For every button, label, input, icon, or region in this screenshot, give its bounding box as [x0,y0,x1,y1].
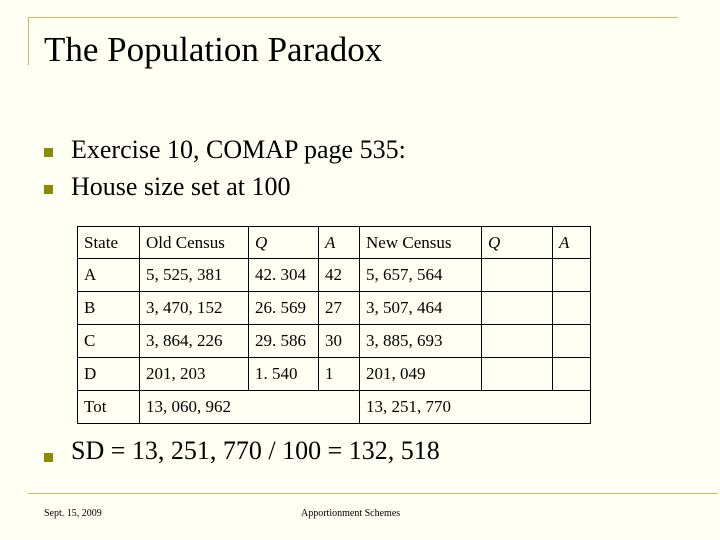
cell-state: B [78,292,140,325]
cell-new-census: 3, 885, 693 [360,325,482,358]
cell-quota: 26. 569 [249,292,319,325]
table-row [78,358,591,391]
header-old-census: Old Census [140,227,249,259]
cell-empty [553,358,591,391]
table-total-row [78,391,591,424]
frame-top-line [28,17,678,18]
cell-total-old-census: 13, 060, 962 [140,391,360,424]
cell-apportionment: 30 [319,325,360,358]
census-table [77,226,591,424]
bullet-text-1: Exercise 10, COMAP page 535: [71,135,406,164]
cell-total-label: Tot [78,391,140,424]
footer-date: Sept. 15, 2009 [44,508,102,519]
cell-apportionment: 27 [319,292,360,325]
cell-old-census: 3, 864, 226 [140,325,249,358]
cell-quota: 42. 304 [249,259,319,292]
cell-empty [553,259,591,292]
table-header-row [78,227,591,259]
frame-left-line [28,17,29,65]
cell-empty [553,292,591,325]
cell-empty [553,325,591,358]
square-bullet-icon [44,453,53,462]
cell-apportionment: 1 [319,358,360,391]
table-row [78,259,591,292]
cell-new-census: 5, 657, 564 [360,259,482,292]
header-apportionment-old: A [319,227,360,259]
table-row [78,292,591,325]
cell-state: A [78,259,140,292]
cell-new-census: 201, 049 [360,358,482,391]
cell-empty [482,259,553,292]
header-state: State [78,227,140,259]
cell-empty [482,325,553,358]
header-apportionment-new: A [553,227,591,259]
bullet-text-3: SD = 13, 251, 770 / 100 = 132, 518 [71,436,440,465]
cell-apportionment: 42 [319,259,360,292]
cell-state: C [78,325,140,358]
cell-empty [482,292,553,325]
slide-title: The Population Paradox [44,30,383,69]
cell-new-census: 3, 507, 464 [360,292,482,325]
square-bullet-icon [44,148,53,157]
cell-old-census: 3, 470, 152 [140,292,249,325]
square-bullet-icon [44,185,53,194]
footer-topic: Apportionment Schemes [301,508,401,519]
cell-old-census: 201, 203 [140,358,249,391]
cell-quota: 29. 586 [249,325,319,358]
cell-state: D [78,358,140,391]
table-row [78,325,591,358]
header-quota-old: Q [249,227,319,259]
cell-total-new-census: 13, 251, 770 [360,391,591,424]
cell-empty [482,358,553,391]
bullet-text-2: House size set at 100 [71,172,291,201]
header-new-census: New Census [360,227,482,259]
cell-old-census: 5, 525, 381 [140,259,249,292]
header-quota-new: Q [482,227,553,259]
frame-bottom-line [28,493,718,494]
cell-quota: 1. 540 [249,358,319,391]
